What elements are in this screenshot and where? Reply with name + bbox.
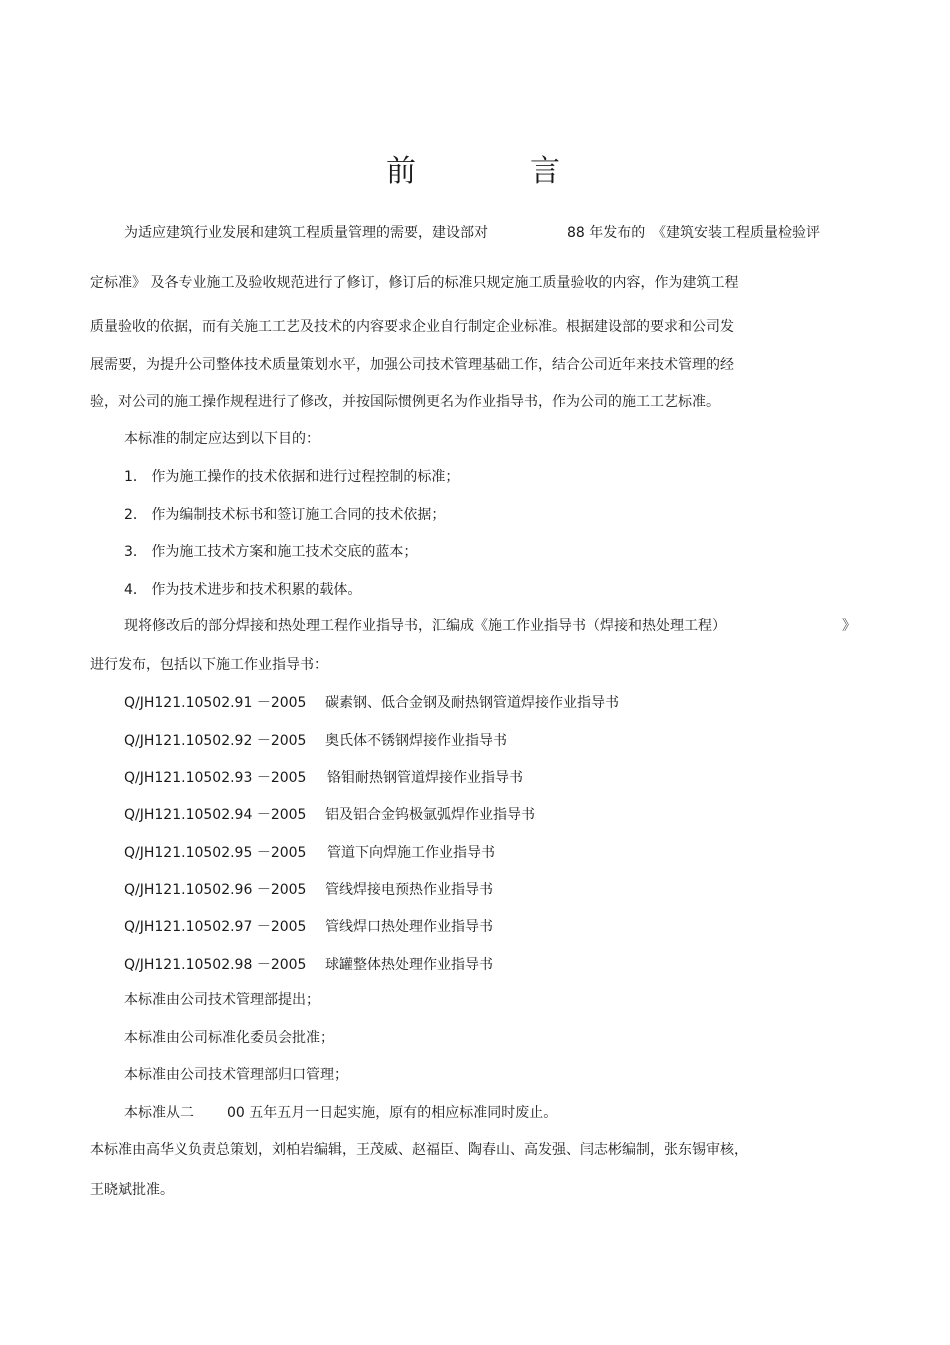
effective-line-b: 00 五年五月一日起实施，原有的相应标准同时废止。 [227, 1105, 558, 1121]
standard-code: Q/JH121.10502.97 －2005 [124, 919, 307, 935]
note-line: 本标准由公司技术管理部归口管理； [124, 1067, 348, 1083]
release-line-1b: 》 [842, 618, 856, 634]
note-line: 本标准由公司标准化委员会批准； [124, 1030, 334, 1046]
title-char-1: 前 [386, 154, 416, 189]
purpose-item: 1． 作为施工操作的技术依据和进行过程控制的标准； [124, 469, 460, 485]
standard-code: Q/JH121.10502.94 －2005 [124, 807, 307, 823]
effective-line-a: 本标准从二 [124, 1105, 194, 1121]
credits-line-1: 本标准由高华义负责总策划，刘柏岩编辑，王茂威、赵福臣、陶春山、高发强、闫志彬编制，张东锡审核， [90, 1142, 748, 1158]
title-char-2: 言 [530, 154, 560, 189]
standard-code: Q/JH121.10502.96 －2005 [124, 882, 307, 898]
intro-line-4: 展需要，为提升公司整体技术质量策划水平，加强公司技术管理基础工作，结合公司近年来技术管理的经 [90, 357, 734, 373]
intro-line-5: 验，对公司的施工操作规程进行了修改，并按国际惯例更名为作业指导书，作为公司的施工工艺标准。 [90, 394, 720, 410]
intro-line-1a: 为适应建筑行业发展和建筑工程质量管理的需要，建设部对 [124, 225, 488, 241]
release-line-2: 进行发布，包括以下施工作业指导书： [90, 657, 328, 673]
standard-code: Q/JH121.10502.91 －2005 [124, 695, 307, 711]
purpose-item: 3． 作为施工技术方案和施工技术交底的蓝本； [124, 544, 418, 560]
intro-line-1b: 88 年发布的 [567, 225, 646, 241]
standard-name: 管道下向焊施工作业指导书 [327, 845, 495, 861]
standard-code: Q/JH121.10502.93 －2005 [124, 770, 307, 786]
credits-line-2: 王晓斌批准。 [90, 1182, 174, 1198]
release-line-1a: 现将修改后的部分焊接和热处理工程作业指导书，汇编成《施工作业指导书（焊接和热处理工程） [124, 618, 726, 634]
standard-name: 碳素钢、低合金钢及耐热钢管道焊接作业指导书 [325, 695, 619, 711]
standard-name: 球罐整体热处理作业指导书 [325, 957, 493, 973]
standard-code: Q/JH121.10502.98 －2005 [124, 957, 307, 973]
standard-name: 铬钼耐热钢管道焊接作业指导书 [327, 770, 523, 786]
standard-name: 管线焊接电预热作业指导书 [325, 882, 493, 898]
purpose-item: 4． 作为技术进步和技术积累的载体。 [124, 582, 362, 598]
intro-line-1c: 《建筑安装工程质量检验评 [652, 225, 820, 241]
intro-line-3: 质量验收的依据，而有关施工工艺及技术的内容要求企业自行制定企业标准。根据建设部的要求和公司发 [90, 319, 734, 335]
standard-name: 奥氏体不锈钢焊接作业指导书 [325, 733, 507, 749]
standard-name: 铝及铝合金钨极氩弧焊作业指导书 [325, 807, 535, 823]
standard-name: 管线焊口热处理作业指导书 [325, 919, 493, 935]
note-line: 本标准由公司技术管理部提出； [124, 992, 320, 1008]
standard-code: Q/JH121.10502.92 －2005 [124, 733, 307, 749]
purpose-item: 2． 作为编制技术标书和签订施工合同的技术依据； [124, 507, 446, 523]
standard-code: Q/JH121.10502.95 －2005 [124, 845, 307, 861]
purpose-heading: 本标准的制定应达到以下目的： [124, 431, 320, 447]
intro-line-2: 定标准》 及各专业施工及验收规范进行了修订，修订后的标准只规定施工质量验收的内容，作为建筑工程 [90, 275, 739, 291]
